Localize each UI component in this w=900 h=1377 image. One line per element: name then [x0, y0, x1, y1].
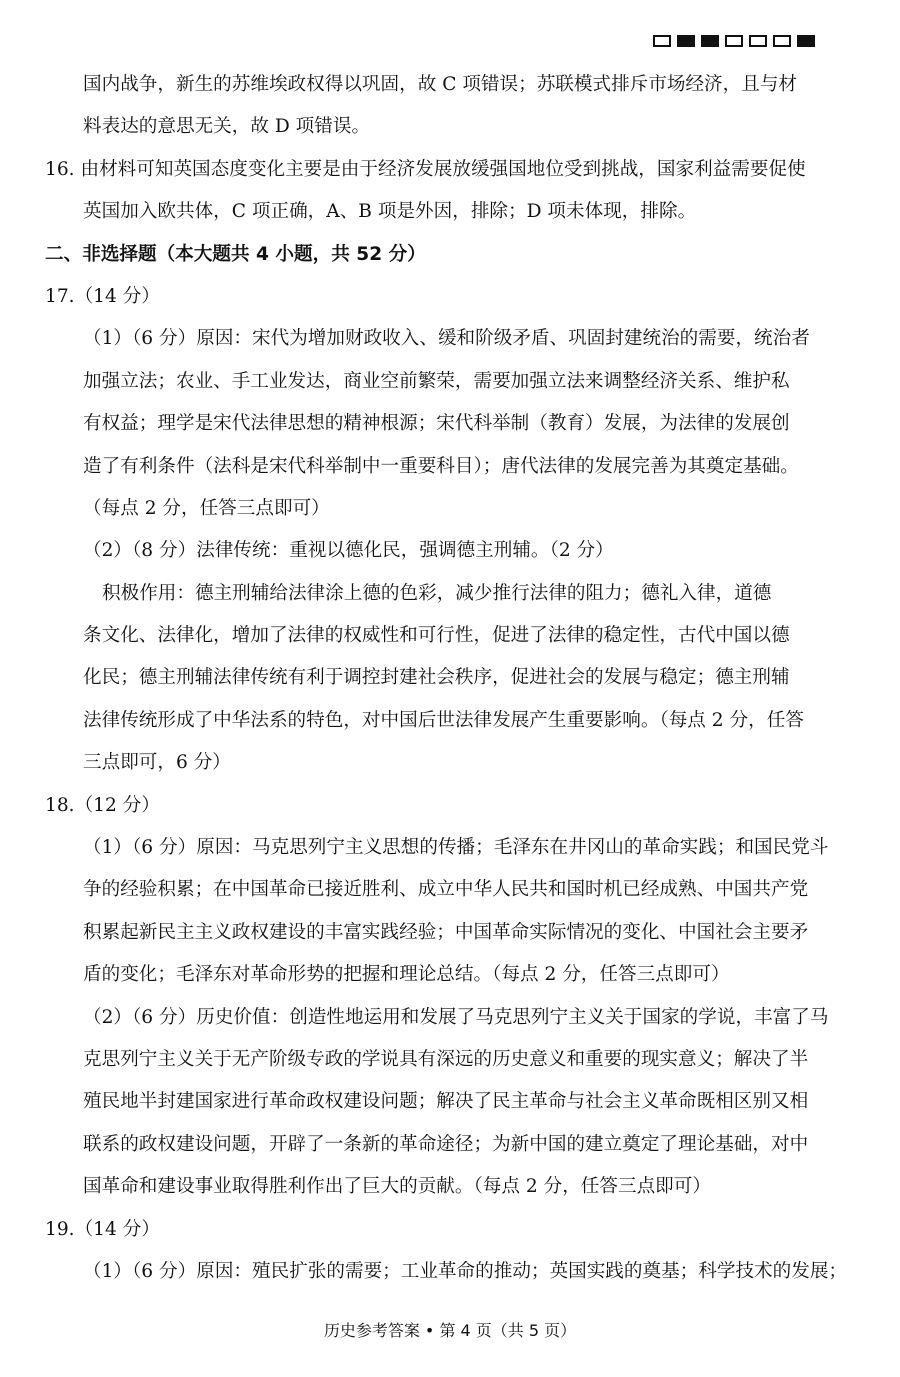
marker-box	[653, 35, 671, 47]
marker-box	[797, 35, 815, 47]
page-marker-boxes	[653, 35, 815, 47]
text-line: 二、非选择题（本大题共 4 小题，共 52 分）	[45, 243, 426, 265]
text-line: （2）（8 分）法律传统：重视以德化民，强调德主刑辅。（2 分）	[83, 540, 614, 562]
text-line: （1）（6 分）原因：殖民扩张的需要；工业革命的推动；英国实践的奠基；科学技术的发展；	[83, 1260, 848, 1282]
text-line: （1）（6 分）原因：马克思列宁主义思想的传播；毛泽东在井冈山的革命实践；和国民党斗	[83, 837, 829, 859]
text-line: 造了有利条件（法科是宋代科举制中一重要科目）；唐代法律的发展完善为其奠定基础。	[83, 455, 799, 477]
marker-box	[677, 35, 695, 47]
text-line: 有权益；理学是宋代法律思想的精神根源；宋代科举制（教育）发展，为法律的发展创	[83, 413, 790, 435]
text-line: 加强立法；农业、手工业发达，商业空前繁荣，需要加强立法来调整经济关系、维护私	[83, 370, 790, 392]
text-line: （1）（6 分）原因：宋代为增加财政收入、缓和阶级矛盾、巩固封建统治的需要，统治者	[83, 328, 810, 350]
text-line: 法律传统形成了中华法系的特色，对中国后世法律发展产生重要影响。（每点 2 分，任答	[83, 709, 804, 731]
text-line: 积极作用：德主刑辅给法律涂上德的色彩，减少推行法律的阻力；德礼入律，道德	[102, 582, 772, 604]
answer-content	[45, 64, 855, 1293]
text-line: 盾的变化；毛泽东对革命形势的把握和理论总结。（每点 2 分，任答三点即可）	[83, 964, 730, 986]
text-line: （2）（6 分）历史价值：创造性地运用和发展了马克思列宁主义关于国家的学说，丰富了马	[83, 1006, 829, 1028]
text-line: 三点即可，6 分）	[83, 752, 231, 774]
text-line: 联系的政权建设问题，开辟了一条新的革命途径；为新中国的建立奠定了理论基础，对中	[83, 1133, 809, 1155]
text-line: 克思列宁主义关于无产阶级专政的学说具有深远的历史意义和重要的现实意义；解决了半	[83, 1048, 809, 1070]
marker-box	[701, 35, 719, 47]
text-line: 料表达的意思无关，故 D 项错误。	[83, 116, 371, 138]
text-line: 条文化、法律化，增加了法律的权威性和可行性，促进了法律的稳定性，古代中国以德	[83, 625, 790, 647]
marker-box	[773, 35, 791, 47]
text-line: 积累起新民主主义政权建设的丰富实践经验；中国革命实际情况的变化、中国社会主要矛	[83, 921, 809, 943]
text-line: 殖民地半封建国家进行革命政权建设问题；解决了民主革命与社会主义革命既相区别又相	[83, 1091, 809, 1113]
text-line: 16. 由材料可知英国态度变化主要是由于经济发展放缓强国地位受到挑战，国家利益需要促使	[45, 158, 806, 180]
text-line: （每点 2 分，任答三点即可）	[83, 497, 330, 519]
text-line: 国革命和建设事业取得胜利作出了巨大的贡献。（每点 2 分，任答三点即可）	[83, 1176, 711, 1198]
text-line: 17.（14 分）	[45, 285, 160, 307]
marker-box	[749, 35, 767, 47]
marker-box	[725, 35, 743, 47]
text-line: 争的经验积累；在中国革命已接近胜利、成立中华人民共和国时机已经成熟、中国共产党	[83, 879, 809, 901]
text-line: 英国加入欧共体，C 项正确，A、B 项是外因，排除；D 项未体现，排除。	[83, 201, 697, 223]
text-line: 国内战争，新生的苏维埃政权得以巩固，故 C 项错误；苏联模式排斥市场经济，且与材	[83, 74, 798, 95]
text-line: 18.（12 分）	[45, 794, 160, 816]
text-line: 19.（14 分）	[45, 1218, 160, 1240]
page-footer: 历史参考答案 • 第 4 页（共 5 页）	[323, 1321, 577, 1340]
text-line: 化民；德主刑辅法律传统有利于调控封建社会秩序，促进社会的发展与稳定；德主刑辅	[83, 667, 790, 689]
